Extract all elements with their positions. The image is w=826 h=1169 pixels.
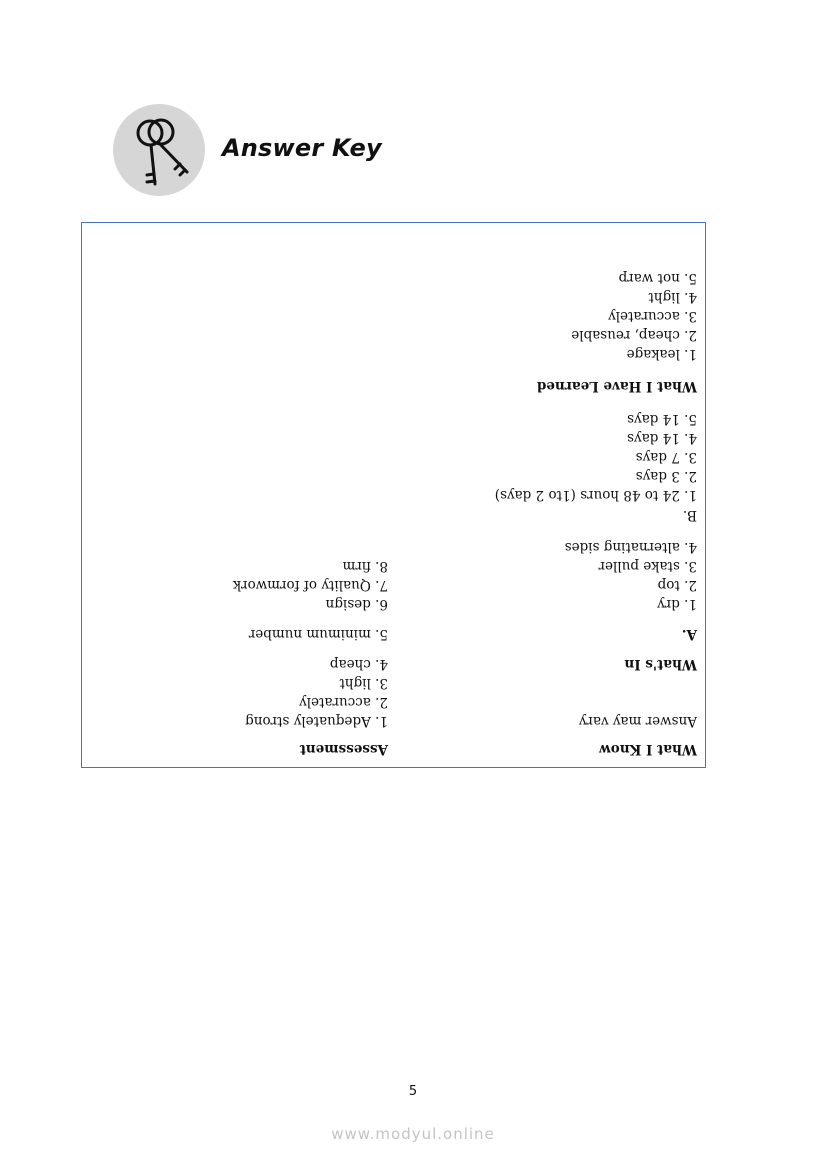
learned-item: 5. not warp (618, 270, 697, 286)
keys-icon (113, 104, 205, 196)
part-b-item: 1. 24 to 48 hours (1to 2 days) (494, 487, 697, 503)
assessment-item: 6. design (325, 596, 388, 612)
part-a-item: 2. top (657, 577, 697, 593)
what-i-know-answer: Answer may vary (578, 713, 697, 729)
watermark: www.modyul.online (331, 1125, 495, 1143)
page-number: 5 (408, 1084, 418, 1099)
learned-item: 4. light (648, 289, 697, 305)
part-a-item: 3. stake puller (598, 558, 697, 574)
part-b-item: 2. 3 days (635, 468, 697, 484)
whats-in-heading: What's In (624, 656, 697, 672)
page-title: Answer Key (222, 134, 382, 162)
part-b-item: 5. 14 days (627, 411, 697, 427)
learned-item: 3. accurately (608, 308, 697, 324)
assessment-item: 1. Adequately strong (245, 713, 388, 729)
part-a-label: A. (681, 626, 697, 642)
what-i-have-learned-heading: What I Have Learned (536, 378, 697, 394)
assessment-heading: Assessment (299, 741, 388, 757)
assessment-item: 5. minimum number (248, 626, 388, 642)
part-b-item: 4. 14 days (627, 430, 697, 446)
assessment-item: 7. Quality of formwork (232, 577, 388, 593)
part-a-item: 1. dry (657, 596, 697, 612)
part-a-item: 4. alternating sides (564, 539, 697, 555)
assessment-item: 3. light (339, 675, 388, 691)
part-b-item: 3. 7 days (635, 449, 697, 465)
answer-box (81, 222, 706, 768)
part-b-label: B. (682, 507, 697, 523)
logo-badge (113, 104, 205, 196)
what-i-know-heading: What I Know (599, 741, 697, 757)
learned-item: 1. leakage (626, 346, 697, 362)
assessment-item: 4. cheap (329, 656, 388, 672)
learned-item: 2. cheap, reusable (571, 327, 697, 343)
answer-content-upside-down (82, 223, 705, 767)
assessment-item: 2. accurately (299, 694, 388, 710)
assessment-item: 8. firm (342, 558, 388, 574)
